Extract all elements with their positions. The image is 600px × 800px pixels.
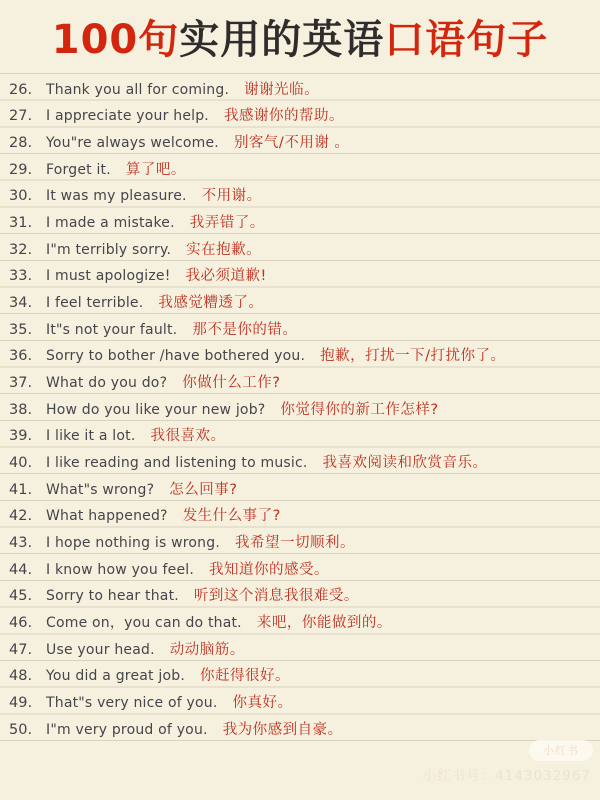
phrase-english: You did a great job. (46, 668, 185, 685)
phrase-row (0, 447, 600, 474)
page-title-segment-red-1: 100句 (51, 17, 180, 63)
phrase-number: 47. (9, 641, 33, 658)
phrase-english: Sorry to hear that. (46, 588, 179, 605)
phrase-english: Forget it. (46, 161, 111, 178)
phrase-chinese: 我喜欢阅读和欣赏音乐。 (322, 455, 488, 472)
phrase-english: I know how you feel. (46, 561, 195, 578)
phrase-english: I appreciate your help. (46, 108, 209, 125)
page-title-segment-dark: 实用的英语 (179, 17, 385, 63)
phrase-row (0, 687, 600, 714)
phrase-row (0, 421, 600, 448)
phrase-number: 26. (9, 81, 33, 98)
phrase-english: I hope nothing is wrong. (46, 535, 220, 552)
phrase-row (0, 181, 600, 208)
phrase-row (0, 154, 600, 181)
phrase-chinese: 我很喜欢。 (150, 428, 226, 445)
phrase-english: That"s very nice of you. (46, 695, 218, 712)
phrase-english: It"s not your fault. (46, 321, 178, 338)
phrase-chinese: 你做什么工作? (182, 375, 281, 392)
phrase-chinese: 抱歉，打扰一下/打扰你了。 (320, 348, 506, 365)
phrase-english: How do you like your new job? (46, 401, 266, 418)
xiaohongshu-watermark-badge: 小红书 (529, 740, 593, 761)
phrase-number: 28. (9, 135, 33, 152)
phrase-chinese: 算了吧。 (125, 161, 186, 178)
phrase-chinese: 谢谢光临。 (244, 81, 320, 98)
phrase-row (0, 341, 600, 368)
phrase-number: 33. (9, 268, 33, 285)
page-title-segment-red-2: 口语句子 (384, 17, 549, 63)
phrase-english: Thank you all for coming. (46, 81, 230, 98)
phrase-english: What happened? (46, 508, 168, 525)
phrase-chinese: 我感谢你的帮助。 (223, 108, 344, 125)
phrase-number: 31. (9, 215, 33, 232)
phrase-row (0, 261, 600, 288)
phrase-row (0, 314, 600, 341)
phrase-chinese: 来吧，你能做到的。 (256, 615, 392, 632)
phrase-english: You"re always welcome. (46, 135, 219, 152)
phrase-chinese: 听到这个消息我很难受。 (193, 588, 359, 605)
phrase-row (0, 554, 600, 581)
xiaohongshu-account-watermark: 小红书号：4143032967 (422, 768, 591, 784)
phrase-english: It was my pleasure. (46, 188, 187, 205)
phrase-chinese: 我弄错了。 (189, 215, 265, 232)
phrase-chinese: 我感觉糟透了。 (158, 295, 264, 312)
phrase-english: I feel terrible. (46, 295, 144, 312)
phrase-chinese: 实在抱歉。 (186, 241, 262, 258)
phrase-row (0, 207, 600, 234)
phrase-english: I like reading and listening to music. (46, 455, 308, 472)
phrase-number: 50. (9, 721, 33, 738)
phrase-chinese: 发生什么事了? (182, 508, 281, 525)
phrase-english: I must apologize! (46, 268, 171, 285)
phrase-english: I"m very proud of you. (46, 721, 208, 738)
phrase-row (0, 101, 600, 128)
phrase-row (0, 501, 600, 528)
phrase-chinese: 你真好。 (232, 695, 293, 712)
phrase-english: Sorry to bother /have bothered you. (46, 348, 306, 365)
phrase-number: 29. (9, 161, 33, 178)
phrase-number: 48. (9, 668, 33, 685)
phrase-english: I made a mistake. (46, 215, 175, 232)
phrase-number: 36. (9, 348, 33, 365)
phrase-row (0, 394, 600, 421)
phrase-number: 43. (9, 535, 33, 552)
phrase-number: 41. (9, 481, 33, 498)
phrase-row (0, 474, 600, 501)
phrase-english: What do you do? (46, 375, 168, 392)
phrase-number: 27. (9, 108, 33, 125)
phrase-row (0, 714, 600, 741)
phrase-row (0, 607, 600, 634)
phrase-number: 40. (9, 455, 33, 472)
phrase-row (0, 527, 600, 554)
phrase-number: 46. (9, 615, 33, 632)
phrase-number: 35. (9, 321, 33, 338)
phrase-chinese: 那不是你的错。 (192, 321, 298, 338)
phrase-number: 44. (9, 561, 33, 578)
phrase-chinese: 我为你感到自豪。 (222, 721, 343, 738)
phrase-number: 38. (9, 401, 33, 418)
phrase-row (0, 74, 600, 101)
phrase-chinese: 不用谢。 (201, 188, 262, 205)
phrase-row (0, 234, 600, 261)
phrase-chinese: 我知道你的感受。 (209, 561, 330, 578)
phrase-english: I like it a lot. (46, 428, 136, 445)
phrase-number: 39. (9, 428, 33, 445)
phrase-chinese: 我希望一切顺利。 (234, 535, 355, 552)
phrase-chinese: 动动脑筋。 (169, 641, 245, 658)
phrase-english: What"s wrong? (46, 481, 155, 498)
phrase-number: 30. (9, 188, 33, 205)
phrase-row (0, 581, 600, 608)
phrase-row (0, 127, 600, 154)
phrase-english: I"m terribly sorry. (46, 241, 172, 258)
phrase-english: Use your head. (46, 641, 155, 658)
phrase-chinese: 怎么回事? (169, 481, 238, 498)
phrase-number: 34. (9, 295, 33, 312)
phrase-chinese: 别客气/不用谢 。 (233, 135, 350, 152)
phrase-row (0, 661, 600, 688)
phrase-row (0, 287, 600, 314)
phrase-number: 42. (9, 508, 33, 525)
phrase-chinese: 你觉得你的新工作怎样? (280, 401, 439, 418)
phrase-number: 49. (9, 695, 33, 712)
page-title (0, 10, 600, 72)
phrase-row (0, 367, 600, 394)
phrase-row (0, 634, 600, 661)
phrase-number: 45. (9, 588, 33, 605)
phrase-number: 32. (9, 241, 33, 258)
phrase-chinese: 我必须道歉! (185, 268, 267, 285)
phrase-list (0, 73, 600, 741)
phrase-chinese: 你赶得很好。 (199, 668, 290, 685)
phrase-english: Come on，you can do that. (46, 615, 242, 632)
phrase-number: 37. (9, 375, 33, 392)
